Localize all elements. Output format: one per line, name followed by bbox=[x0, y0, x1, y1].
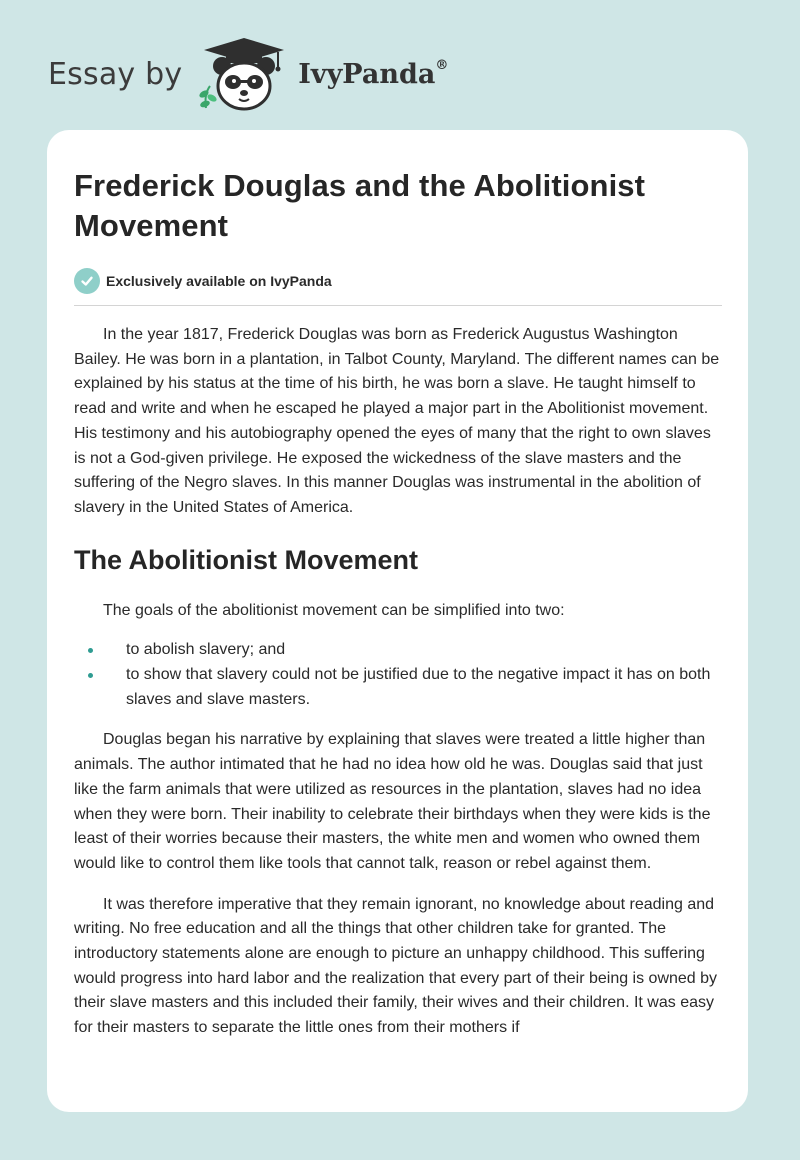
body-paragraph: It was therefore imperative that they remain ignorant, no knowledge about reading and writing. No free education and all the things that other children take for granted. The introductory statements alone are enough to picture an unhappy childhood. This suffering would progress into hard labor and the realization that every part of their being is owned by their slave masters and this included their family, their wives and their children. It was easy for their masters to separate the little ones from their mothers if bbox=[74, 895, 718, 1037]
registered-mark: ® bbox=[435, 58, 449, 73]
bullet-icon bbox=[88, 673, 93, 678]
list-item bbox=[74, 638, 722, 663]
check-icon bbox=[74, 268, 100, 294]
brand-name bbox=[298, 58, 448, 90]
list-item bbox=[74, 663, 722, 712]
goals-intro: The goals of the abolitionist movement can be simplified into two: bbox=[103, 601, 565, 619]
list-item-text: to show that slavery could not be justified due to the negative impact it has on both slaves and slave masters. bbox=[126, 666, 711, 708]
page-title: Frederick Douglas and the Abolitionist Movement bbox=[74, 168, 646, 243]
brand-prefix: Essay by bbox=[48, 56, 183, 92]
goals-list bbox=[74, 638, 722, 712]
list-item-text: to abolish slavery; and bbox=[126, 641, 286, 659]
essay-card bbox=[47, 130, 748, 1112]
divider bbox=[74, 305, 722, 306]
section-heading: The Abolitionist Movement bbox=[74, 544, 418, 575]
brand-name-text: IvyPanda bbox=[298, 59, 436, 90]
body-paragraph: Douglas began his narrative by explaining that slaves were treated a little higher than animals. The author intimated that he had no idea how old he was. Douglas said that just like the farm animals that were utilized as resources in the plantation, slaves had no idea when they were born. Their inability to celebrate their birthdays when they were kids is the least of their worries because their masters, the white men and women who owned them would like to control them like tools that cannot talk, reason or rebel against them. bbox=[74, 731, 711, 872]
intro-paragraph: In the year 1817, Frederick Douglas was born as Frederick Augustus Washington Bailey. He was born in a plantation, in Talbot County, Maryland. The different names can be explained by his status at the time of his birth, he was born a slave. He taught himself to read and write and when he escaped he played a major part in the Abolitionist movement. His testimony and his autobiography opened the eyes of many that the right to own slaves is not a God-given privilege. He exposed the wickedness of the slave masters and the suffering of the Negro slaves. In this manner Douglas was instrumental in the abolition of slavery in the United States of America. bbox=[74, 326, 720, 516]
panda-logo-icon bbox=[196, 36, 292, 112]
exclusive-badge bbox=[74, 268, 722, 294]
bullet-icon bbox=[88, 648, 93, 653]
exclusive-badge-text: Exclusively available on IvyPanda bbox=[106, 273, 332, 289]
brand-header[interactable] bbox=[48, 34, 448, 114]
